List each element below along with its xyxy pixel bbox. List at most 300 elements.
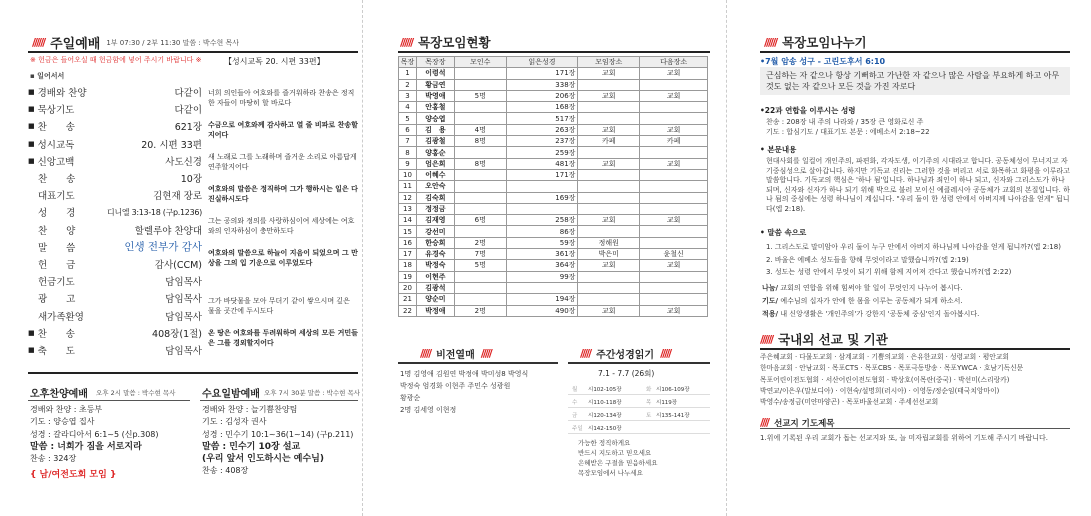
reading-verse: 새 노래로 그를 노래하며 즐거운 소리로 아름답게 연주할지어다 — [208, 153, 357, 171]
table-cell: 김광석 — [416, 282, 454, 293]
table-cell: 교회 — [578, 90, 640, 101]
table-cell: 양순미 — [416, 294, 454, 305]
body-title: • 본문내용 — [760, 145, 797, 154]
table-cell — [506, 203, 578, 214]
wednesday-title: 수요일밤예배 — [202, 389, 260, 400]
table-cell: 김 용 — [416, 124, 454, 135]
table-cell: 490장 — [506, 305, 578, 316]
application-line: 적용/ 내 신앙생활은 '개인주의'가 강한지 '공동체 중심'인지 돌아봅시다. — [762, 310, 980, 318]
table-cell: 99장 — [506, 271, 578, 282]
table-cell: 이혜수 — [416, 169, 454, 180]
table-cell: 59장 — [506, 237, 578, 248]
service-item-label: ■ 축 도 — [28, 346, 75, 357]
table-cell — [640, 203, 708, 214]
table-cell — [454, 282, 506, 293]
table-cell: 양홍순 — [416, 147, 454, 158]
reading-verse: 온 땅은 여호와를 두려워하며 세상의 모든 거민들은 그를 경외할지어다 — [208, 329, 358, 347]
detail-line: 가능한 정직하게요 — [578, 439, 631, 447]
detail-line: 박정숙 엄경화 이현주 주민수 성광원 — [400, 382, 511, 390]
service-item — [28, 153, 202, 169]
table-cell — [454, 203, 506, 214]
service-item — [28, 136, 202, 152]
table-header: 다음장소 — [640, 57, 708, 68]
reading-verse: 너희 의인들아 여호와를 즐거워하라 찬송은 정직한 자들이 마땅히 할 바로다 — [208, 89, 355, 107]
table-cell — [578, 102, 640, 113]
table-cell: 8명 — [454, 158, 506, 169]
service-item-value: 할렐루야 찬양대 — [134, 225, 202, 237]
detail-line: 기도 : 김성자 권사 — [202, 417, 267, 427]
table-row — [399, 124, 708, 135]
service-item — [28, 239, 202, 255]
table-cell: 교회 — [640, 68, 708, 79]
table-row — [399, 147, 708, 158]
weekly-reading-title: 주간성경읽기 — [596, 350, 655, 361]
table-cell — [640, 294, 708, 305]
table-cell — [640, 237, 708, 248]
sharing-title: 목장모임나누기 — [782, 35, 867, 50]
table-row — [399, 260, 708, 271]
service-item-value: 담임목사 — [165, 277, 202, 289]
table-cell: 김광철 — [416, 136, 454, 147]
reading-verse: 수금으로 여호와께 감사하고 열 줄 비파로 찬송할지어다 — [208, 121, 358, 139]
service-item-value: 408장(1절) — [152, 328, 202, 340]
bottom-rule — [28, 372, 358, 374]
group-rule — [398, 51, 710, 53]
detail-line: 한마음교회 · 안남교회 · 목포CTS · 목포CBS · 목포극동방송 · 목포YWCA · 호남기독신문 — [760, 364, 1024, 373]
reading-cell: 금 — [572, 413, 578, 419]
detail-line: 경배와 찬양 : 늘기쁨찬양팀 — [202, 405, 298, 414]
service-item — [28, 325, 202, 341]
service-item — [28, 222, 202, 238]
detail-line: 기도 : 양승엽 집사 — [30, 417, 95, 427]
mission-box-header: //// 선교지 기도제목 — [760, 416, 835, 429]
detail-line: 말씀 : 민수기 10장 설교 — [202, 441, 301, 452]
service-item-label: 새가족환영 — [38, 311, 84, 323]
table-row — [399, 192, 708, 203]
table-cell: 86장 — [506, 226, 578, 237]
table-cell — [640, 147, 708, 158]
questions — [766, 241, 1070, 279]
table-cell: 교회 — [640, 260, 708, 271]
worship-times: 1부 07:30 / 2부 11:30 말씀 : 박수현 목사 — [106, 38, 239, 47]
table-cell: 10 — [399, 169, 417, 180]
table-header: 목장장 — [416, 57, 454, 68]
table-cell: 5명 — [454, 260, 506, 271]
service-item-value: 김현재 장로 — [153, 191, 202, 203]
reading-cell: 시106-109장 — [656, 387, 690, 393]
table-cell: 교회 — [640, 158, 708, 169]
table-cell: 17 — [399, 249, 417, 260]
service-item — [28, 290, 202, 306]
application-line: 나눔/ 교회의 연합을 위해 힘써야 할 일이 무엇인지 나누어 봅시다. — [762, 284, 963, 292]
table-cell — [454, 226, 506, 237]
table-cell: 8 — [399, 147, 417, 158]
table-cell: 2명 — [454, 305, 506, 316]
table-cell — [454, 79, 506, 90]
detail-line: 찬송 : 324장 — [30, 454, 77, 464]
table-cell: 교회 — [578, 68, 640, 79]
reading-verse: 그가 바닷물을 모아 무더기 같이 쌓으시며 깊은 물을 곳간에 두시도다 — [208, 297, 350, 315]
reading-cell: 주일 — [572, 426, 583, 432]
table-row — [399, 90, 708, 101]
reading-verse: 여호와의 말씀은 정직하며 그가 행하시는 일은 다 진실하시도다 — [208, 185, 358, 203]
service-item — [28, 342, 202, 358]
service-item-value: 사도신경 — [165, 156, 202, 168]
table-cell: 194장 — [506, 294, 578, 305]
sharing-rule — [760, 51, 1070, 53]
table-header: 읽은성경 — [506, 57, 578, 68]
service-item-label: ■ 찬 송 — [28, 328, 75, 340]
detail-line: 목포어린이전도협회 · 서산어린이전도협회 · 박상호(이목란(중국) · 박선미(스리랑카) — [760, 375, 1010, 384]
table-cell: 361장 — [506, 249, 578, 260]
service-item-value: 다같이 — [174, 105, 202, 117]
table-cell: 6명 — [454, 215, 506, 226]
table-cell: 18 — [399, 260, 417, 271]
table-row — [399, 226, 708, 237]
detail-line: 성경 : 민수기 10:1~36(1~14) (구p.211) — [202, 429, 354, 439]
table-cell — [640, 113, 708, 124]
detail-line: 찬송 : 408장 — [202, 466, 249, 476]
detail-line: 1. 그리스도로 말미암아 우리 둘이 누구 안에서 아버지 하나님께 나아감을 얻게 됩니까?(엡 2:18) — [766, 243, 1061, 251]
detail-line: 2명 김세영 이현정 — [400, 406, 457, 414]
table-cell — [640, 282, 708, 293]
table-cell: 8명 — [454, 136, 506, 147]
reading-row — [568, 422, 710, 434]
table-cell: 교회 — [640, 305, 708, 316]
table-cell — [578, 192, 640, 203]
table-cell: 237장 — [506, 136, 578, 147]
table-cell — [640, 79, 708, 90]
service-item-value: 담임목사 — [165, 346, 202, 357]
table-cell: 21 — [399, 294, 417, 305]
table-cell: 교회 — [578, 215, 640, 226]
service-item-label: 광 고 — [38, 294, 76, 306]
table-cell — [454, 294, 506, 305]
table-cell: 박정애 — [416, 305, 454, 316]
reading-date: 7.1 - 7.7 (26회) — [598, 369, 655, 378]
table-cell: 1 — [399, 68, 417, 79]
table-cell — [454, 102, 506, 113]
application-line: 기도/ 예수님의 십자가 안에 한 몸을 이루는 공동체가 되게 하소서. — [762, 297, 963, 305]
table-cell: 5명 — [454, 90, 506, 101]
service-item-value: 담임목사 — [165, 294, 202, 306]
table-cell: 4 — [399, 102, 417, 113]
table-header: 모인수 — [454, 57, 506, 68]
service-item — [28, 256, 202, 272]
table-cell — [640, 102, 708, 113]
table-row — [399, 215, 708, 226]
table-cell: 171장 — [506, 169, 578, 180]
table-cell: 168장 — [506, 102, 578, 113]
service-item — [28, 170, 202, 186]
table-cell: 3 — [399, 90, 417, 101]
table-cell: 20 — [399, 282, 417, 293]
table-cell — [454, 113, 506, 124]
table-cell: 14 — [399, 215, 417, 226]
reading-cell: 목 — [646, 400, 652, 406]
table-cell: 박은미 — [578, 249, 640, 260]
lesson-hymn: 찬송 : 208장 내 주의 나라와 / 35장 큰 영화로신 주 — [766, 118, 924, 126]
table-cell: 교회 — [640, 90, 708, 101]
afternoon-tag: { 남/여전도회 모임 } — [30, 470, 117, 480]
table-cell: 강선미 — [416, 226, 454, 237]
table-header: 목장 — [399, 57, 417, 68]
service-item-label: 찬 양 — [38, 225, 76, 237]
service-item-value: 10장 — [180, 174, 202, 185]
table-cell — [578, 169, 640, 180]
service-item — [28, 308, 202, 324]
reading-cell: 수 — [572, 400, 578, 406]
table-cell: 윤철신 — [640, 249, 708, 260]
table-cell: 유경숙 — [416, 249, 454, 260]
service-item-label: ■ 신앙고백 — [28, 156, 75, 168]
mission-rule — [760, 348, 1070, 350]
detail-line: 1명 김영애 김원연 박정애 박미성8 박영식 — [400, 370, 529, 378]
table-row — [399, 169, 708, 180]
detail-line: 2. 바울은 에베소 성도들을 향해 무엇이라고 말했습니까?(엡 2:19) — [766, 255, 969, 264]
group-header: ////// 목장모임현황 — [400, 35, 491, 50]
service-item-label: 성 경 — [38, 208, 76, 220]
questions-title: • 말씀 속으로 — [760, 228, 807, 237]
lesson-prayer: 기도 : 합심기도 / 대표기도 본문 : 에베소서 2:18~22 — [766, 128, 930, 136]
table-cell — [578, 181, 640, 192]
table-cell — [578, 79, 640, 90]
reading-row — [568, 409, 710, 421]
detail-line: 박영수/송정금(미얀마양곤) · 목포바울선교회 · 주세선선교회 — [760, 398, 939, 407]
table-cell: 12 — [399, 192, 417, 203]
detail-line: 성경 : 갈라디아서 6:1~5 (신p.308) — [30, 429, 159, 439]
table-cell: 이령석 — [416, 68, 454, 79]
table-cell: 13 — [399, 203, 417, 214]
mission-list — [760, 352, 1023, 408]
table-cell: 171장 — [506, 68, 578, 79]
afternoon-rule — [28, 400, 190, 401]
table-cell: 6 — [399, 124, 417, 135]
service-item — [28, 204, 202, 220]
service-item-value: 621장 — [174, 122, 202, 134]
afternoon-details — [30, 404, 159, 465]
table-row — [399, 68, 708, 79]
detail-line: 경배와 찬양 : 초등부 — [30, 405, 103, 414]
service-item-label: ■ 경배와 찬양 — [28, 88, 87, 99]
reading-guide — [578, 438, 657, 478]
table-row — [399, 102, 708, 113]
wednesday-sub: 오후 7시 30분 말씀 : 박수현 목사 — [264, 389, 361, 397]
table-cell: 259장 — [506, 147, 578, 158]
table-cell: 카페 — [578, 136, 640, 147]
column-divider — [362, 0, 363, 516]
table-cell: 22 — [399, 305, 417, 316]
table-cell — [640, 226, 708, 237]
wednesday-details — [202, 404, 353, 478]
reading-cell: 시102-105장 — [588, 387, 622, 393]
table-header: 모임장소 — [578, 57, 640, 68]
detail-line: 목장모임에서 나누세요 — [578, 469, 643, 477]
prayer-rule — [398, 362, 558, 364]
reading-cell: 토 — [646, 413, 652, 419]
applications — [762, 282, 1066, 321]
table-cell: 카페 — [640, 136, 708, 147]
memory-verse: 근심하는 자 같으나 항상 기뻐하고 가난한 자 같으나 많은 사람을 부요하게 하고 아무 것도 없는 자 같으나 모든 것을 가진 자로다 — [760, 67, 1070, 95]
table-cell: 양승엽 — [416, 113, 454, 124]
service-item-label: 헌 금 — [38, 260, 76, 271]
reading-cell: 월 — [572, 387, 578, 393]
offering-notice: ※ 헌금은 들어오실 때 헌금함에 넣어 주시기 바랍니다 ※ — [30, 56, 202, 64]
table-cell: 안홍철 — [416, 102, 454, 113]
detail-line: 말씀 : 너희가 짐을 서로지라 — [30, 441, 142, 452]
table-cell: 교회 — [578, 305, 640, 316]
table-cell: 한승희 — [416, 237, 454, 248]
worship-header: ////// 주일예배 1부 07:30 / 2부 11:30 말씀 : 박수현 목사 — [32, 33, 239, 52]
afternoon-title: 오후찬양예배 — [30, 389, 88, 400]
table-cell: 김숙희 — [416, 192, 454, 203]
service-item — [28, 187, 202, 203]
table-cell — [454, 68, 506, 79]
prayer-title: 비전열매 — [436, 350, 475, 361]
table-cell — [506, 181, 578, 192]
table-cell — [454, 147, 506, 158]
body-text: 현대사회를 일컬어 개인주의, 파편화, 각자도생, 이기주의 시대라고 합니다. 공동체성이 무너지고 자기중심성으로 살아갑니다. 하지만 기독교 진리는 그러한 것을 버리고 서로 화목하고 화평을 이루라고 말씀합니다. 기독교의 핵심은 '하나 됨'입니다. 하나님과 죄인이 하나 되고, 신자와 그리스도가 하나 되며, 신자와 신자가 하나 되기 위해 박으로 불러 모이신 예클레시아 공동체가 교회의 본질입니다. 하나 됨의 중심에는 성령 하나님이 계십니다. "우리 둘이 한 성령 안에서 아버지께 나아감을 얻게" 됩니다(엡 2:18). — [766, 157, 1070, 213]
table-cell: 5 — [399, 113, 417, 124]
table-cell: 258장 — [506, 215, 578, 226]
column-divider — [726, 0, 727, 516]
table-cell — [578, 203, 640, 214]
table-cell: 481장 — [506, 158, 578, 169]
table-cell: 9 — [399, 158, 417, 169]
reading-row — [568, 383, 710, 395]
service-item-value: 다같이 — [174, 88, 202, 99]
mission-box-rule — [760, 428, 1070, 429]
service-item-label: ■ 묵상기도 — [28, 105, 75, 117]
afternoon-sub: 오후 2시 말씀 : 박수현 목사 — [96, 389, 176, 397]
table-cell — [578, 271, 640, 282]
table-cell: 교회 — [578, 124, 640, 135]
table-row — [399, 136, 708, 147]
table-cell: 206장 — [506, 90, 578, 101]
table-cell — [640, 181, 708, 192]
service-item-value: 20. 시편 33편 — [141, 139, 202, 151]
table-cell — [454, 169, 506, 180]
service-item — [28, 101, 202, 117]
table-cell: 정정금 — [416, 203, 454, 214]
service-item-label: 대표기도 — [38, 191, 75, 203]
table-row — [399, 158, 708, 169]
table-cell — [640, 192, 708, 203]
table-cell — [640, 169, 708, 180]
stand-up-label: ▪ 일어서서 — [30, 72, 65, 80]
table-cell: 2 — [399, 79, 417, 90]
detail-line: 3. 성도는 성령 안에서 무엇이 되기 위해 함께 지어져 간다고 했습니까?(엡 2:22) — [766, 268, 1012, 276]
service-item-value: 감사(CCM) — [154, 260, 202, 271]
service-item-label: ■ 성시교독 — [28, 139, 75, 151]
table-cell — [640, 271, 708, 282]
table-cell: 교회 — [640, 124, 708, 135]
table-row — [399, 305, 708, 316]
mission-box-title: 선교지 기도제목 — [774, 418, 835, 429]
table-cell: 11 — [399, 181, 417, 192]
table-cell: 517장 — [506, 113, 578, 124]
mission-title: 국내외 선교 및 기관 — [778, 332, 888, 347]
table-cell — [506, 282, 578, 293]
detail-line: 박연교/이은우(말보디아) · 이현숙/설명희(러시아) · 이영동/정순임(태국치앙마이) — [760, 386, 1000, 395]
sharing-header: ////// 목장모임나누기 — [764, 35, 867, 50]
table-cell: 교회 — [578, 260, 640, 271]
table-cell: 교회 — [578, 158, 640, 169]
table-row — [399, 282, 708, 293]
table-cell — [578, 113, 640, 124]
table-cell: 2명 — [454, 237, 506, 248]
table-cell: 15 — [399, 226, 417, 237]
service-item-label: 찬 송 — [38, 174, 76, 185]
reading-cell: 시119장 — [656, 400, 678, 406]
table-cell: 7 — [399, 136, 417, 147]
lesson-title: •22과 연합을 이루시는 성령 — [760, 106, 856, 115]
table-cell: 19 — [399, 271, 417, 282]
table-cell: 7명 — [454, 249, 506, 260]
detail-line: 주은혜교회 · 다물도교회 · 삼계교회 · 기쁨의교회 · 은유한교회 · 성령교회 · 평안교회 — [760, 353, 1009, 361]
table-cell: 정해원 — [578, 237, 640, 248]
table-cell — [454, 271, 506, 282]
table-row — [399, 271, 708, 282]
table-row — [399, 113, 708, 124]
table-cell: 16 — [399, 237, 417, 248]
group-title: 목장모임현황 — [418, 35, 491, 50]
table-cell: 263장 — [506, 124, 578, 135]
prayer-list — [400, 368, 528, 416]
reading-cell: 시142-150장 — [588, 426, 622, 432]
table-row — [399, 203, 708, 214]
table-cell: 이현주 — [416, 271, 454, 282]
reading-verse: 여호와의 말씀으로 하늘이 지음이 되었으며 그 만상을 그의 입 기운으로 이루었도다 — [208, 249, 358, 267]
service-item-value: 인생 전부가 감사 — [124, 241, 202, 254]
service-item-label: 헌금기도 — [38, 277, 75, 289]
detail-line: 은혜받은 구절을 믿음하세요 — [578, 459, 658, 467]
table-cell: 박영애 — [416, 90, 454, 101]
service-item — [28, 118, 202, 134]
detail-line: 반드시 지도하고 믿으세요 — [578, 449, 652, 457]
detail-line: 황광순 — [400, 394, 421, 402]
service-item — [28, 273, 202, 289]
reading-cell: 화 — [646, 387, 652, 393]
memory-verse-title: •7월 암송 성구 - 고린도후서 6:10 — [760, 57, 886, 66]
table-cell: 박정숙 — [416, 260, 454, 271]
table-row — [399, 237, 708, 248]
table-cell — [578, 226, 640, 237]
table-cell: 엄은희 — [416, 158, 454, 169]
reading-cell: 시110-118장 — [588, 400, 622, 406]
service-item-label: 말 씀 — [38, 242, 76, 254]
service-item-value: 담임목사 — [165, 311, 202, 323]
detail-line: (우리 앞서 인도하시는 예수님) — [202, 454, 324, 465]
group-table — [398, 56, 708, 317]
mission-header: ////// 국내외 선교 및 기관 — [760, 332, 888, 347]
reading-cell: 시120-134장 — [588, 413, 622, 419]
service-item — [28, 84, 202, 100]
table-cell: 169장 — [506, 192, 578, 203]
table-row — [399, 79, 708, 90]
table-cell: 황금연 — [416, 79, 454, 90]
table-cell: 338장 — [506, 79, 578, 90]
prayer-header: ///// 비전열매 ///// — [420, 347, 491, 361]
header-rule — [28, 51, 358, 53]
table-cell — [454, 181, 506, 192]
table-cell — [454, 192, 506, 203]
wednesday-rule — [200, 400, 358, 401]
worship-title: 주일예배 — [50, 37, 101, 52]
reading-verse: 그는 공의와 정의를 사랑하심이여 세상에는 여호와의 인자하심이 충만하도다 — [208, 217, 355, 235]
table-cell: 364장 — [506, 260, 578, 271]
service-item-label: ■ 찬 송 — [28, 122, 75, 134]
